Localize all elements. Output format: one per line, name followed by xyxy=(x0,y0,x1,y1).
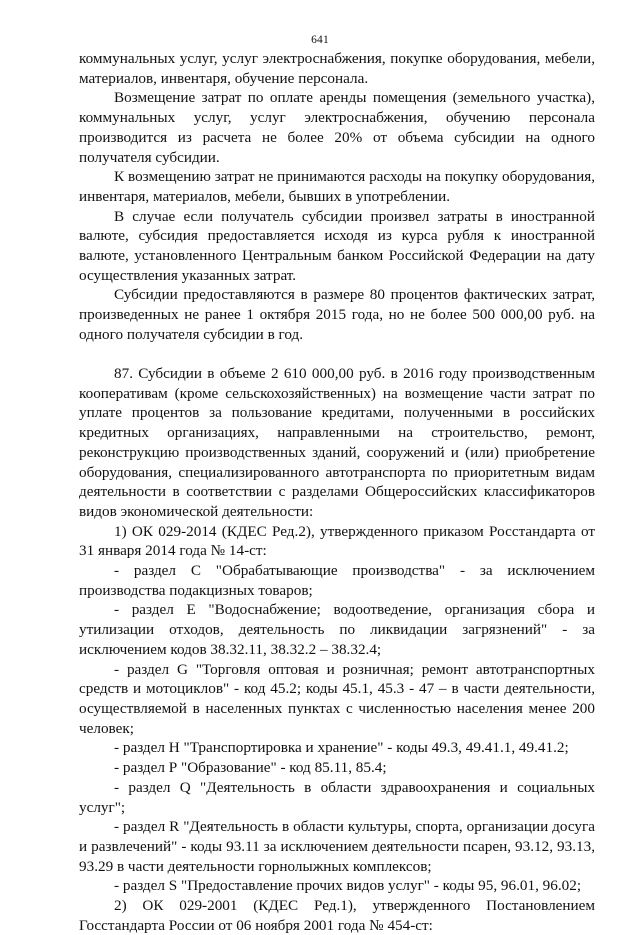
list-item-section-q: - раздел Q "Деятельность в области здравоохранения и социальных услуг"; xyxy=(79,778,595,816)
paragraph-okved-2014: 1) ОК 029-2014 (КДЕС Ред.2), утвержденного приказом Росстандарта от 31 января 2014 года № 14-ст: xyxy=(79,522,595,560)
paragraph-foreign-currency: В случае если получатель субсидии произвел затраты в иностранной валюте, субсидия предоставляется исходя из курса рубля к иностранной валюте, установленного Центральным банком Российской Федерации на дату осуществления указанных затрат. xyxy=(79,207,595,284)
paragraph-used-equipment: К возмещению затрат не принимаются расходы на покупку оборудования, инвентаря, материалов, мебели, бывших в употреблении. xyxy=(79,168,595,205)
list-item-section-h: - раздел Н "Транспортировка и хранение" - коды 49.3, 49.41.1, 49.41.2; xyxy=(114,739,569,757)
page-number: 641 xyxy=(311,34,329,46)
list-item-section-s: - раздел S "Предоставление прочих видов услуг" - коды 95, 96.01, 96.02; xyxy=(114,877,582,895)
list-item-section-r: - раздел R "Деятельность в области культуры, спорта, организации досуга и развлечений" - коды 93.11 за исключением деятельности псарен, 93.12, 93.13, 93.29 в части деятельности горнолыжных комплексов; xyxy=(79,818,595,875)
paragraph-rent-reimbursement: Возмещение затрат по оплате аренды помещения (земельного участка), коммунальных услуг, услуг электроснабжения, обучению персонала производится из расчета не более 20% от объема субсидии на одного получателя субсидии. xyxy=(79,89,595,166)
paragraph-okved-2001: 2) ОК 029-2001 (КДЕС Ред.1), утвержденного Постановлением Госстандарта России от 06 ноября 2001 года № 454-ст: xyxy=(79,897,595,934)
document-body xyxy=(79,49,595,935)
paragraph-subsidy-amount: Субсидии предоставляются в размере 80 процентов фактических затрат, произведенных не ранее 1 октября 2015 года, но не более 500 000,00 руб. на одного получателя субсидии в год. xyxy=(79,286,595,343)
list-item-section-p: - раздел Р "Образование" - код 85.11, 85.4; xyxy=(114,759,387,777)
paragraph-continuation: коммунальных услуг, услуг электроснабжения, покупке оборудования, мебели, материалов, инвентаря, обучение персонала. xyxy=(79,50,595,87)
list-item-section-g: - раздел G "Торговля оптовая и розничная; ремонт автотранспортных средств и мотоциклов" - код 45.2; коды 45.1, 45.3 - 47 – в части деятельности, осуществляемой в населенных пунктах с численностью населения менее 200 человек; xyxy=(79,660,595,737)
list-item-section-c: - раздел С "Обрабатывающие производства" - за исключением производства подакцизных товаров; xyxy=(79,562,595,599)
paragraph-item-87: 87. Субсидии в объеме 2 610 000,00 руб. в 2016 году производственным кооперативам (кроме сельскохозяйственных) на возмещение части затрат по уплате процентов за пользование кредитами, полученными в российских кредитных организациях, направленными на строительство, ремонт, реконструкцию производственных зданий, сооружений и (или) приобретение оборудования, специализированного автотранспорта по приоритетным видам деятельности в соответствии с разделами Общероссийских классификаторов видов экономической деятельности: xyxy=(79,365,595,520)
section-spacer xyxy=(79,345,595,365)
list-item-section-e: - раздел Е "Водоснабжение; водоотведение, организация сбора и утилизации отходов, деятельность по ликвидации загрязнений" - за исключением кодов 38.32.11, 38.32.2 – 38.32.4; xyxy=(79,601,595,658)
